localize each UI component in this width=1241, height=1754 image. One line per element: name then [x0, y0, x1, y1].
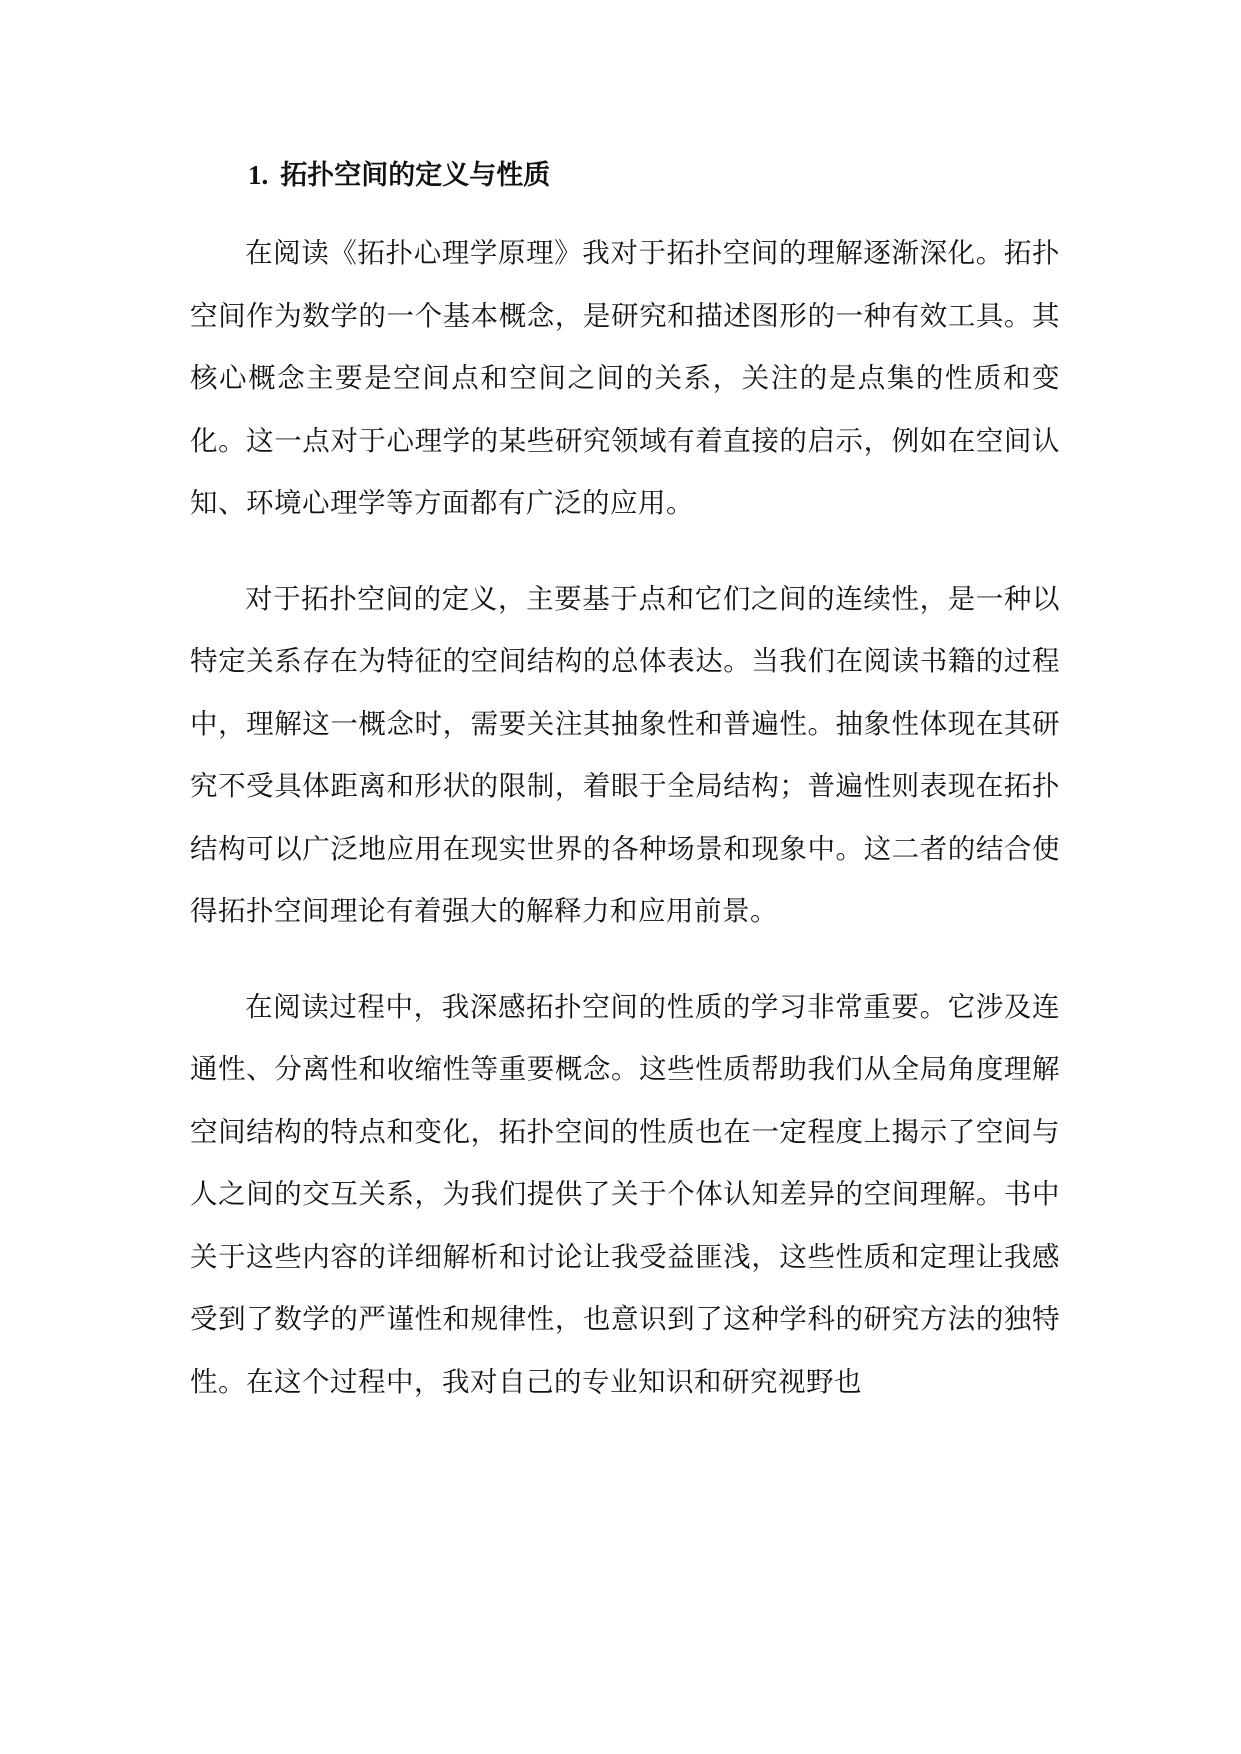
- paragraph-2: 对于拓扑空间的定义，主要基于点和它们之间的连续性，是一种以特定关系存在为特征的空间结构的总体表达。当我们在阅读书籍的过程中，理解这一概念时，需要关注其抽象性和普遍性。抽象性体现在其研究不受具体距离和形状的限制，着眼于全局结构；普遍性则表现在拓扑结构可以广泛地应用在现实世界的各种场景和现象中。这二者的结合使得拓扑空间理论有着强大的解释力和应用前景。: [190, 582, 1060, 927]
- section-title: 拓扑空间的定义与性质: [280, 160, 551, 191]
- paragraph-1: 在阅读《拓扑心理学原理》我对于拓扑空间的理解逐渐深化。拓扑空间作为数学的一个基本概念，是研究和描述图形的一种有效工具。其核心概念主要是空间点和空间之间的关系，关注的是点集的性质和变化。这一点对于心理学的某些研究领域有着直接的启示，例如在空间认知、环境心理学等方面都有广泛的应用。: [190, 237, 1060, 519]
- document-body: [190, 150, 1060, 1413]
- paragraph-3: 在阅读过程中，我深感拓扑空间的性质的学习非常重要。它涉及连通性、分离性和收缩性等重要概念。这些性质帮助我们从全局角度理解空间结构的特点和变化，拓扑空间的性质也在一定程度上揭示了空间与人之间的交互关系，为我们提供了关于个体认知差异的空间理解。书中关于这些内容的详细解析和讨论让我受益匪浅，这些性质和定理让我感受到了数学的严谨性和规律性，也意识到了这种学科的研究方法的独特性。在这个过程中，我对自己的专业知识和研究视野也: [190, 990, 1060, 1398]
- section-heading: [248, 150, 1060, 200]
- section-number: 1.: [248, 160, 269, 190]
